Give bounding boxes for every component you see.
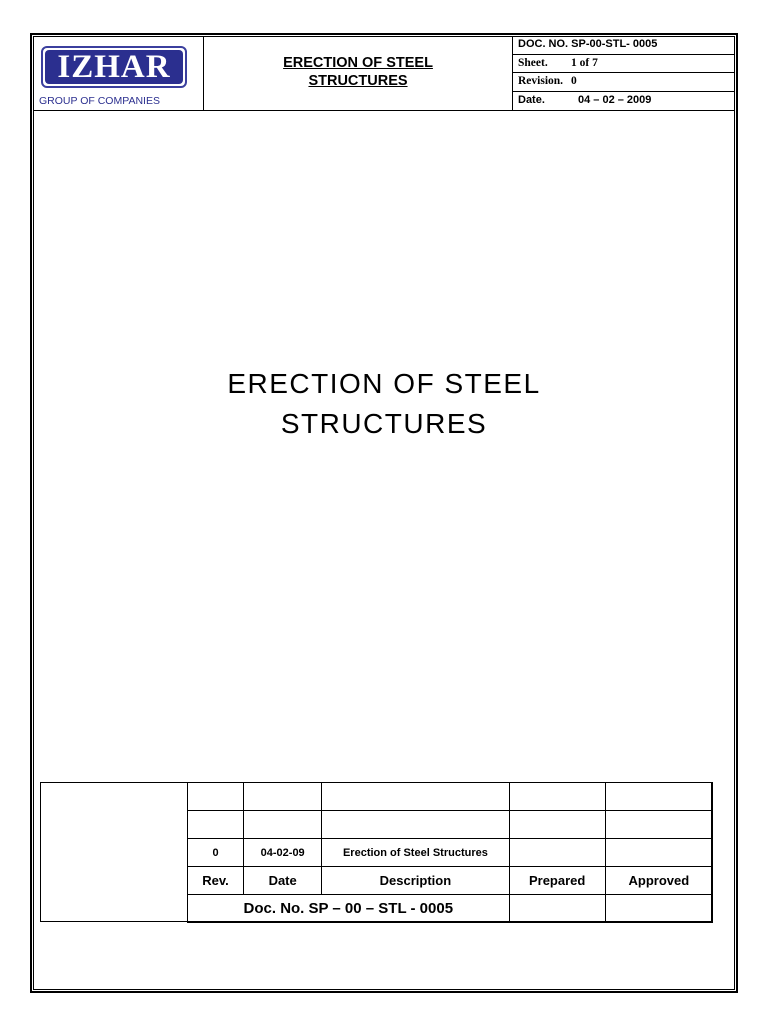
cover-title-line1: ERECTION OF STEEL xyxy=(227,368,541,399)
date-value: 04 – 02 – 2009 xyxy=(578,93,652,106)
logo-text: IZHAR xyxy=(57,48,171,85)
date-header: Date xyxy=(244,867,322,895)
revision-value: 0 xyxy=(571,75,577,87)
header-title-line2: STRUCTURES xyxy=(308,73,408,89)
cover-title xyxy=(33,364,735,444)
logo-cell xyxy=(33,36,204,110)
revision-info xyxy=(513,73,735,92)
date-label: Date. xyxy=(518,93,545,106)
table-row xyxy=(188,783,713,811)
prepared-cell xyxy=(509,839,605,867)
description-cell: Erection of Steel Structures xyxy=(322,839,509,867)
date-cell: 04-02-09 xyxy=(244,839,322,867)
sheet-label: Sheet. xyxy=(518,56,548,69)
logo-subtitle: GROUP OF COMPANIES xyxy=(39,95,160,107)
doc-number-row xyxy=(188,895,713,923)
cover-title-line2: STRUCTURES xyxy=(280,408,488,439)
table-row xyxy=(188,811,713,839)
approved-header: Approved xyxy=(605,867,712,895)
revision-table xyxy=(187,782,713,923)
header-title xyxy=(204,36,513,110)
document-header xyxy=(33,36,735,111)
prepared-header: Prepared xyxy=(509,867,605,895)
table-row xyxy=(188,839,713,867)
header-title-line1: ERECTION OF STEEL xyxy=(283,55,433,71)
sheet-value: 1 of 7 xyxy=(571,56,598,69)
rev-header: Rev. xyxy=(188,867,244,895)
date-info xyxy=(513,92,735,111)
approved-cell xyxy=(605,839,712,867)
footer-doc-number: Doc. No. SP – 00 – STL - 0005 xyxy=(188,895,510,923)
sheet-info xyxy=(513,55,735,74)
company-logo xyxy=(41,46,187,88)
doc-number: DOC. NO. SP-00-STL- 0005 xyxy=(513,36,735,55)
header-meta xyxy=(513,36,735,110)
table-header-row xyxy=(188,867,713,895)
description-header: Description xyxy=(322,867,509,895)
revision-block xyxy=(40,782,712,922)
rev-cell: 0 xyxy=(188,839,244,867)
revision-label: Revision. xyxy=(518,75,564,87)
